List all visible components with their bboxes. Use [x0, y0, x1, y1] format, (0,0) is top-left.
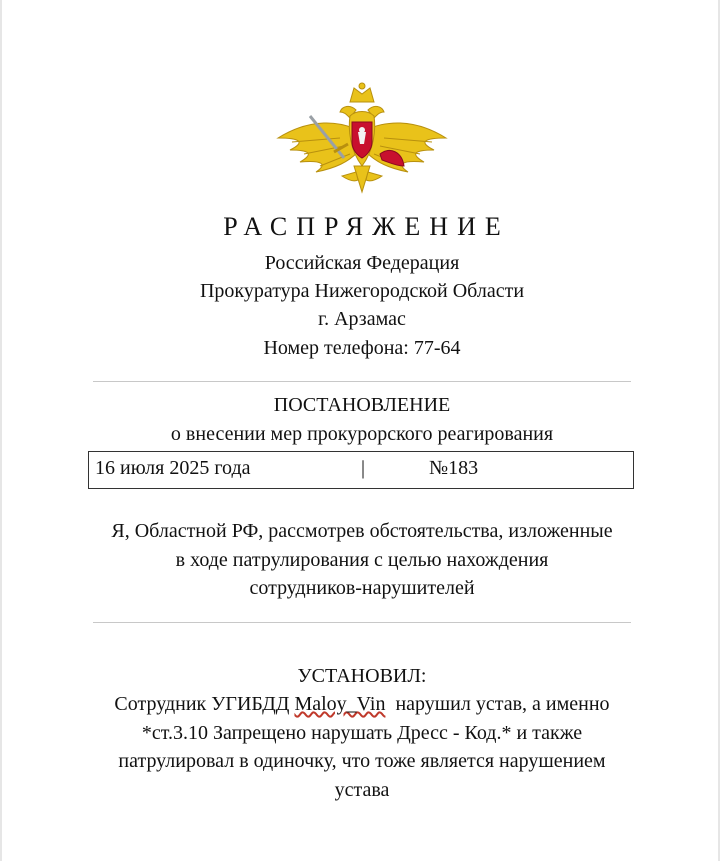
- intro-paragraph: [82, 517, 642, 603]
- intro-line: сотрудников-нарушителей: [249, 577, 475, 599]
- violator-name: Maloy_Vin: [294, 693, 386, 715]
- established-heading: УСТАНОВИЛ:: [297, 665, 427, 687]
- body-line-prefix: Сотрудник УГИБДД: [114, 693, 295, 715]
- document-title: РАСПРЯЖЕНИЕ: [223, 212, 510, 241]
- decree-date: 16 июля 2025 года: [95, 457, 251, 479]
- intro-line: Я, Областной РФ, рассмотрев обстоятельства, изложенные: [111, 520, 613, 542]
- header-line-country: Российская Федерация: [264, 252, 460, 274]
- decree-number: №183: [429, 457, 479, 479]
- date-number-separator: |: [361, 457, 366, 479]
- body-line: *ст.3.10 Запрещено нарушать Дресс - Код.* и также: [141, 721, 583, 744]
- header-line-phone: Номер телефона: 77-64: [263, 337, 461, 359]
- decree-title: ПОСТАНОВЛЕНИЕ: [273, 394, 451, 416]
- header-line-prosecutor-office: Прокуратура Нижегородской Области: [199, 280, 525, 302]
- body-line-suffix: нарушил устав, а именно: [385, 693, 610, 715]
- divider-top: [93, 381, 631, 382]
- header-line-city: г. Арзамас: [318, 308, 406, 330]
- body-line: патрулировал в одиночку, что тоже является нарушением: [118, 750, 606, 772]
- decree-subtitle: о внесении мер прокурорского реагирования: [170, 423, 554, 445]
- double-headed-eagle-emblem-icon: [270, 80, 454, 196]
- divider-middle: [93, 622, 631, 623]
- body-line: [82, 690, 642, 719]
- body-line: устава: [334, 778, 390, 801]
- date-number-box: [88, 451, 634, 489]
- established-body: [82, 690, 642, 804]
- intro-line: в ходе патрулирования с целью нахождения: [175, 548, 549, 571]
